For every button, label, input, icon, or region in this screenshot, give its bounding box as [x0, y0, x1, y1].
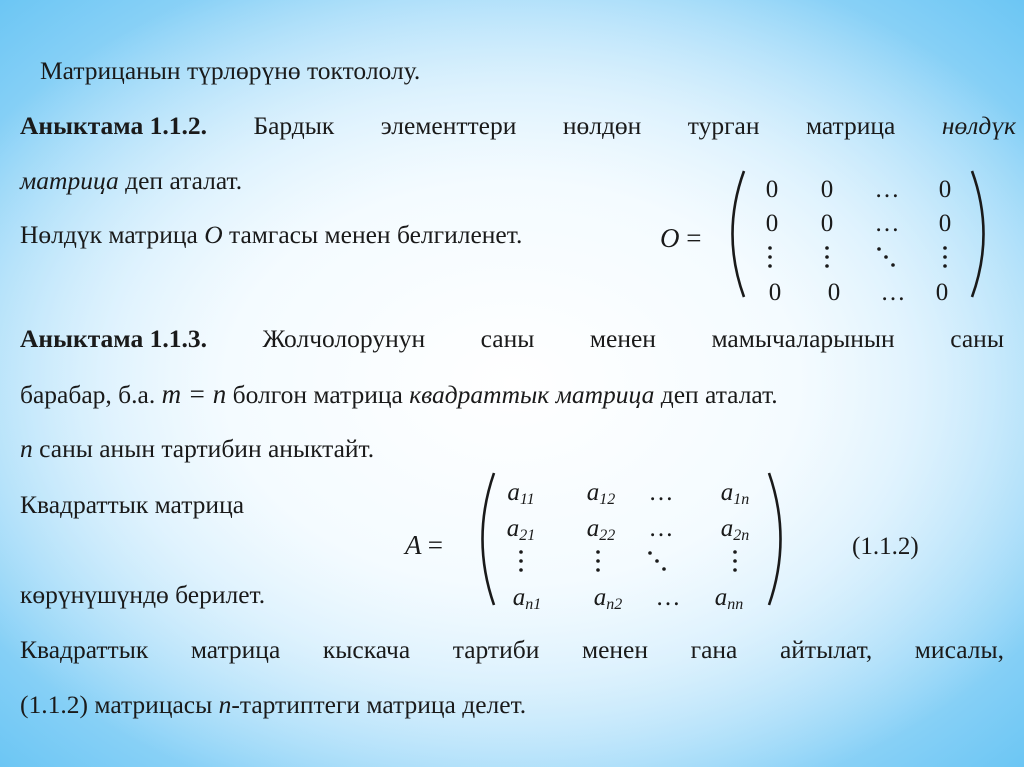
vertical-dots-icon: [767, 244, 773, 270]
l5-mid: болгон матрица: [226, 380, 410, 409]
def-112-word: элементтери: [380, 111, 517, 140]
zero-matrix-cell: 0: [938, 210, 952, 237]
order-line-rest: саны анын тартибин аныктайт.: [32, 434, 375, 463]
math-m-equals-n: m = n: [161, 379, 227, 409]
right-paren: [968, 168, 998, 300]
def-112-word: нөлдөн: [562, 111, 642, 140]
line-9-word: гана: [690, 635, 738, 664]
def-112-word: матрица: [805, 111, 896, 140]
l5-pre: барабар, б.а.: [20, 380, 162, 409]
intro-line: Матрицанын түрлөрүнө токтололу.: [40, 56, 421, 85]
vertical-dots-icon: [595, 548, 601, 574]
diagonal-dots-icon: [875, 245, 897, 269]
vertical-dots-icon: [942, 244, 948, 270]
zero-matrix-lhs: [660, 223, 701, 254]
equation-number: (1.1.2): [852, 533, 919, 560]
zero-matrix-cell: …: [874, 210, 900, 237]
def-112-line-1: [20, 113, 1016, 139]
vertical-dots-icon: [732, 548, 738, 574]
math-n: n: [20, 434, 33, 463]
square-matrix-term: квадраттык матрица: [409, 380, 655, 409]
diagonal-dots-icon: [646, 549, 668, 573]
def-113-label: Аныктама 1.1.3.: [20, 324, 207, 353]
def-112-term: нөлдүк: [941, 111, 1016, 140]
def-113-line-1: [20, 326, 1004, 352]
vertical-dots-icon: [518, 548, 524, 574]
def-113-word: саны: [480, 324, 535, 353]
line-9-word: матрица: [190, 635, 281, 664]
line-9-word: айтылат,: [779, 635, 873, 664]
zero-matrix-cell: 0: [827, 279, 841, 306]
equals-sign: =: [686, 223, 702, 253]
zero-matrix-cell: 0: [935, 279, 949, 306]
n-order-line: [20, 692, 526, 718]
short-notation-line: [20, 637, 1004, 663]
zero-matrix-cell: …: [874, 176, 900, 203]
square-matrix-definition: [20, 381, 778, 408]
a-matrix-cell: $a_{12}$: [586, 479, 616, 508]
a-matrix-cell: $a_{n1}$: [512, 584, 542, 613]
def-112-tail: деп аталат.: [118, 166, 243, 195]
zero-matrix-cell: 0: [938, 176, 952, 203]
equals-sign: =: [427, 530, 443, 560]
zero-matrix-cell: 0: [820, 176, 834, 203]
a-matrix-cell: $a_{1n}$: [720, 479, 750, 508]
a-matrix-cell: $a_{nn}$: [714, 584, 744, 613]
l10-pre: (1.1.2) матрицасы: [20, 690, 219, 719]
line-9-word: кыскача: [322, 635, 411, 664]
vertical-dots-icon: [824, 244, 830, 270]
def-112-term-2: матрица: [20, 166, 119, 195]
l10-post: -тартиптеги матрица делет.: [231, 690, 527, 719]
line-9-word: тартиби: [452, 635, 540, 664]
a-matrix-lhs: [405, 530, 443, 561]
a-matrix-cell: …: [648, 515, 674, 542]
zero-notation-post: тамгасы менен белгиленет.: [222, 220, 523, 249]
a-matrix-cell: …: [648, 479, 674, 506]
zero-matrix-cell: …: [880, 279, 906, 306]
order-line: [20, 436, 374, 462]
zero-notation-symbol: O: [204, 220, 223, 249]
line-9-word: менен: [581, 635, 649, 664]
a-matrix-symbol: A: [405, 530, 422, 560]
line-9-word: мисалы,: [914, 635, 1004, 664]
a-matrix-cell: …: [655, 584, 681, 611]
given-in-form-line: көрүнүшүндө берилет.: [20, 580, 266, 609]
square-matrix-label: Квадраттык матрица: [20, 490, 245, 519]
left-paren: [718, 168, 748, 300]
a-matrix-cell: $a_{22}$: [586, 515, 616, 544]
def-112-word: турган: [687, 111, 760, 140]
def-112-line-2: [20, 168, 242, 194]
def-113-word: Жолчолорунун: [262, 324, 426, 353]
zero-matrix-notation: [20, 222, 522, 248]
zero-matrix-cell: 0: [768, 279, 782, 306]
def-112-word: Бардык: [253, 111, 335, 140]
zero-matrix-cell: 0: [765, 210, 779, 237]
a-matrix-cell: $a_{21}$: [506, 515, 536, 544]
def-112-label: Аныктама 1.1.2.: [20, 111, 207, 140]
l5-post: деп аталат.: [654, 380, 778, 409]
a-matrix-cell: $a_{11}$: [507, 479, 535, 508]
zero-matrix-cell: 0: [765, 176, 779, 203]
def-113-word: саны: [950, 324, 1004, 353]
line-9-word: Квадраттык: [20, 635, 149, 664]
math-n: n: [218, 690, 232, 719]
zero-matrix-symbol: O: [660, 223, 680, 253]
def-113-word: менен: [589, 324, 656, 353]
zero-matrix-cell: 0: [820, 210, 834, 237]
a-matrix-cell: $a_{2n}$: [720, 515, 750, 544]
def-113-word: мамычаларынын: [711, 324, 895, 353]
a-matrix-cell: $a_{n2}$: [593, 584, 623, 613]
zero-notation-pre: Нөлдүк матрица: [20, 220, 205, 249]
